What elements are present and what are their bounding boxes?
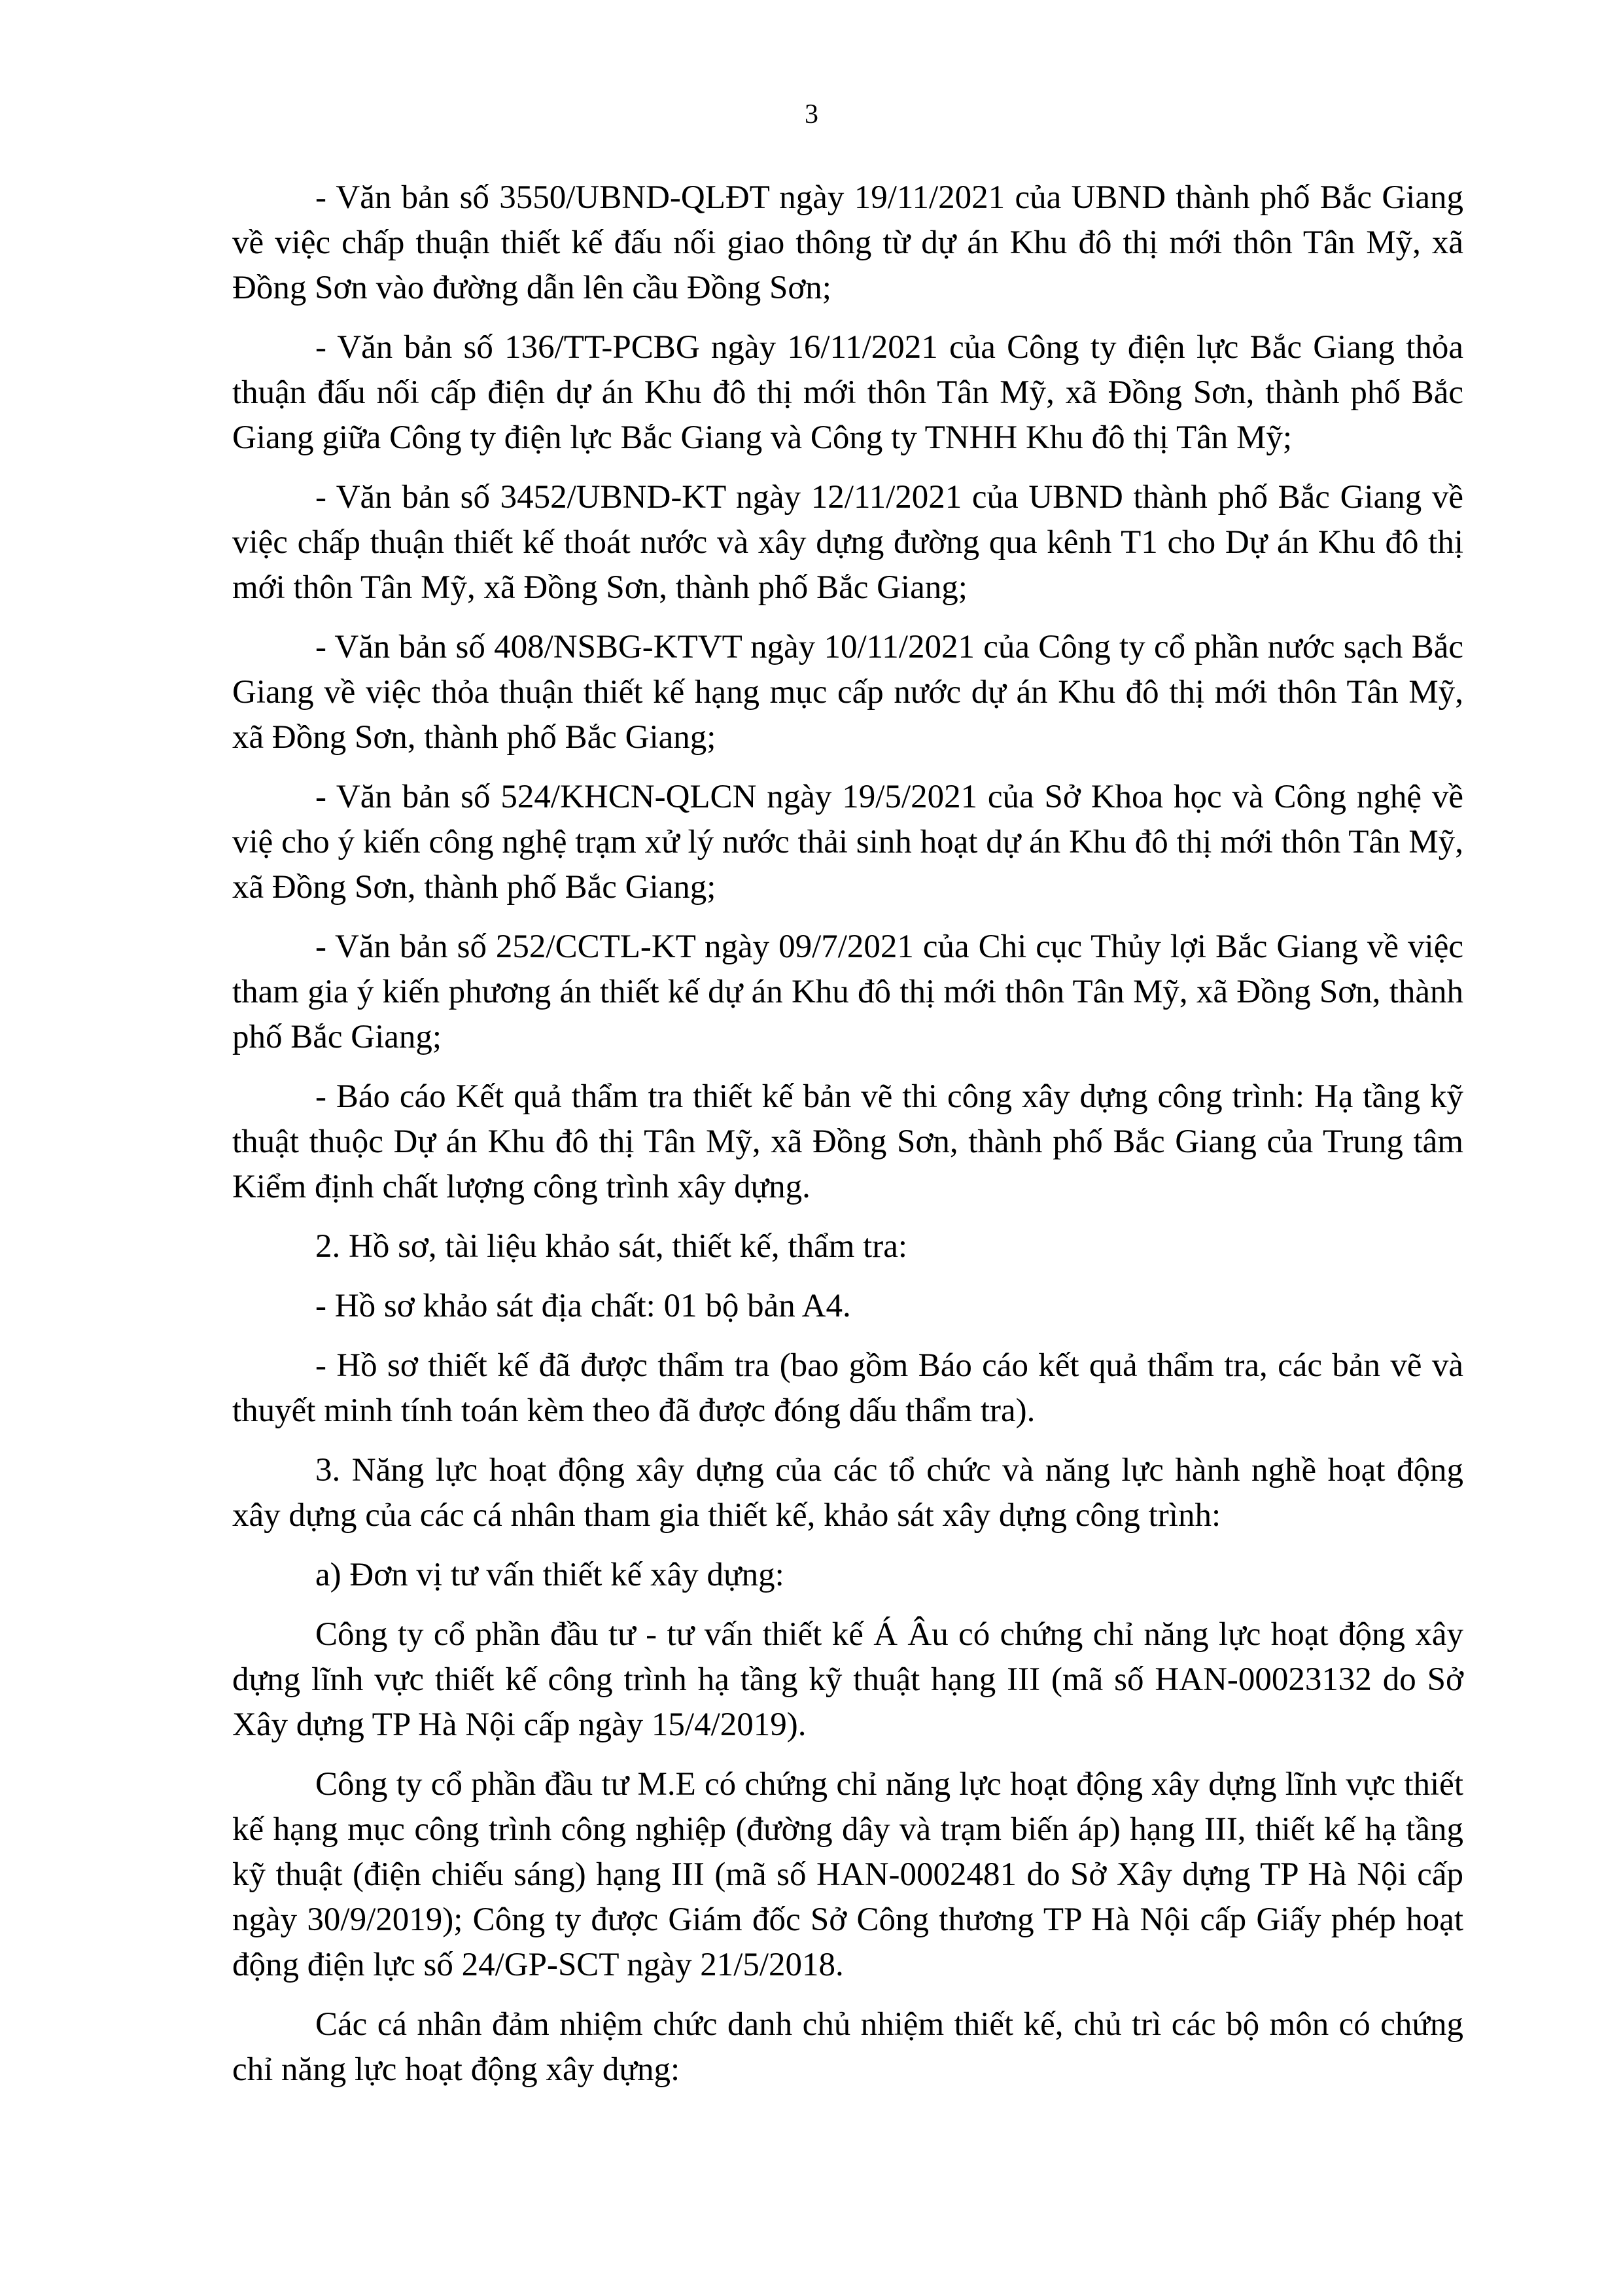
section-heading-2: 2. Hồ sơ, tài liệu khảo sát, thiết kế, thẩm tra: xyxy=(315,1228,908,1265)
paragraph-ca-nhan: Các cá nhân đảm nhiệm chức danh chủ nhiệm thiết kế, chủ trì các bộ môn có chứng chỉ năng lực hoạt động xây dựng: xyxy=(232,2006,1463,2088)
paragraph-cong-ty-a-au: Công ty cổ phần đầu tư - tư vấn thiết kế Á Âu có chứng chỉ năng lực hoạt động xây dựng lĩnh vực thiết kế công trình hạ tầng kỹ thuật hạng III (mã số HAN-00023132 do Sở Xây dựng TP Hà Nội cấp ngày 15/4/2019). xyxy=(232,1616,1463,1743)
paragraph-ho-so-thiet-ke: - Hồ sơ thiết kế đã được thẩm tra (bao gồm Báo cáo kết quả thẩm tra, các bản vẽ và thuyết minh tính toán kèm theo đã được đóng dấu thẩm tra). xyxy=(232,1347,1463,1429)
page-number: 3 xyxy=(805,99,818,130)
paragraph-cong-ty-me: Công ty cổ phần đầu tư M.E có chứng chỉ năng lực hoạt động xây dựng lĩnh vực thiết kế hạng mục công trình công nghiệp (đường dây và trạm biến áp) hạng III, thiết kế hạ tầng kỹ thuật (điện chiếu sáng) hạng III (mã số HAN-0002481 do Sở Xây dựng TP Hà Nội cấp ngày 30/9/2019); Công ty được Giám đốc Sở Công thương TP Hà Nội cấp Giấy phép hoạt động điện lực số 24/GP-SCT ngày 21/5/2018. xyxy=(232,1766,1463,1983)
paragraph-van-ban-408: - Văn bản số 408/NSBG-KTVT ngày 10/11/2021 của Công ty cổ phần nước sạch Bắc Giang về việc thỏa thuận thiết kế hạng mục cấp nước dự án Khu đô thị mới thôn Tân Mỹ, xã Đồng Sơn, thành phố Bắc Giang; xyxy=(232,629,1463,756)
paragraph-van-ban-136: - Văn bản số 136/TT-PCBG ngày 16/11/2021 của Công ty điện lực Bắc Giang thỏa thuận đấu nối cấp điện dự án Khu đô thị mới thôn Tân Mỹ, xã Đồng Sơn, thành phố Bắc Giang giữa Công ty điện lực Bắc Giang và Công ty TNHH Khu đô thị Tân Mỹ; xyxy=(232,329,1463,456)
paragraph-van-ban-3452: - Văn bản số 3452/UBND-KT ngày 12/11/2021 của UBND thành phố Bắc Giang về việc chấp thuận thiết kế thoát nước và xây dựng đường qua kênh T1 cho Dự án Khu đô thị mới thôn Tân Mỹ, xã Đồng Sơn, thành phố Bắc Giang; xyxy=(232,479,1463,606)
subsection-heading-a: a) Đơn vị tư vấn thiết kế xây dựng: xyxy=(315,1557,784,1593)
paragraph-ho-so-khao-sat: - Hồ sơ khảo sát địa chất: 01 bộ bản A4. xyxy=(315,1288,851,1324)
document-body xyxy=(232,175,1463,2093)
paragraph-van-ban-252: - Văn bản số 252/CCTL-KT ngày 09/7/2021 của Chi cục Thủy lợi Bắc Giang về việc tham gia ý kiến phương án thiết kế dự án Khu đô thị mới thôn Tân Mỹ, xã Đồng Sơn, thành phố Bắc Giang; xyxy=(232,928,1463,1055)
paragraph-van-ban-524: - Văn bản số 524/KHCN-QLCN ngày 19/5/2021 của Sở Khoa học và Công nghệ về việ cho ý kiến công nghệ trạm xử lý nước thải sinh hoạt dự án Khu đô thị mới thôn Tân Mỹ, xã Đồng Sơn, thành phố Bắc Giang; xyxy=(232,779,1463,906)
paragraph-van-ban-3550: - Văn bản số 3550/UBND-QLĐT ngày 19/11/2021 của UBND thành phố Bắc Giang về việc chấp thuận thiết kế đấu nối giao thông từ dự án Khu đô thị mới thôn Tân Mỹ, xã Đồng Sơn vào đường dẫn lên cầu Đồng Sơn; xyxy=(232,179,1463,306)
paragraph-bao-cao-tham-tra: - Báo cáo Kết quả thẩm tra thiết kế bản vẽ thi công xây dựng công trình: Hạ tầng kỹ thuật thuộc Dự án Khu đô thị Tân Mỹ, xã Đồng Sơn, thành phố Bắc Giang của Trung tâm Kiểm định chất lượng công trình xây dựng. xyxy=(232,1078,1463,1205)
section-heading-3: 3. Năng lực hoạt động xây dựng của các tổ chức và năng lực hành nghề hoạt động xây dựng của các cá nhân tham gia thiết kế, khảo sát xây dựng công trình: xyxy=(232,1452,1463,1534)
